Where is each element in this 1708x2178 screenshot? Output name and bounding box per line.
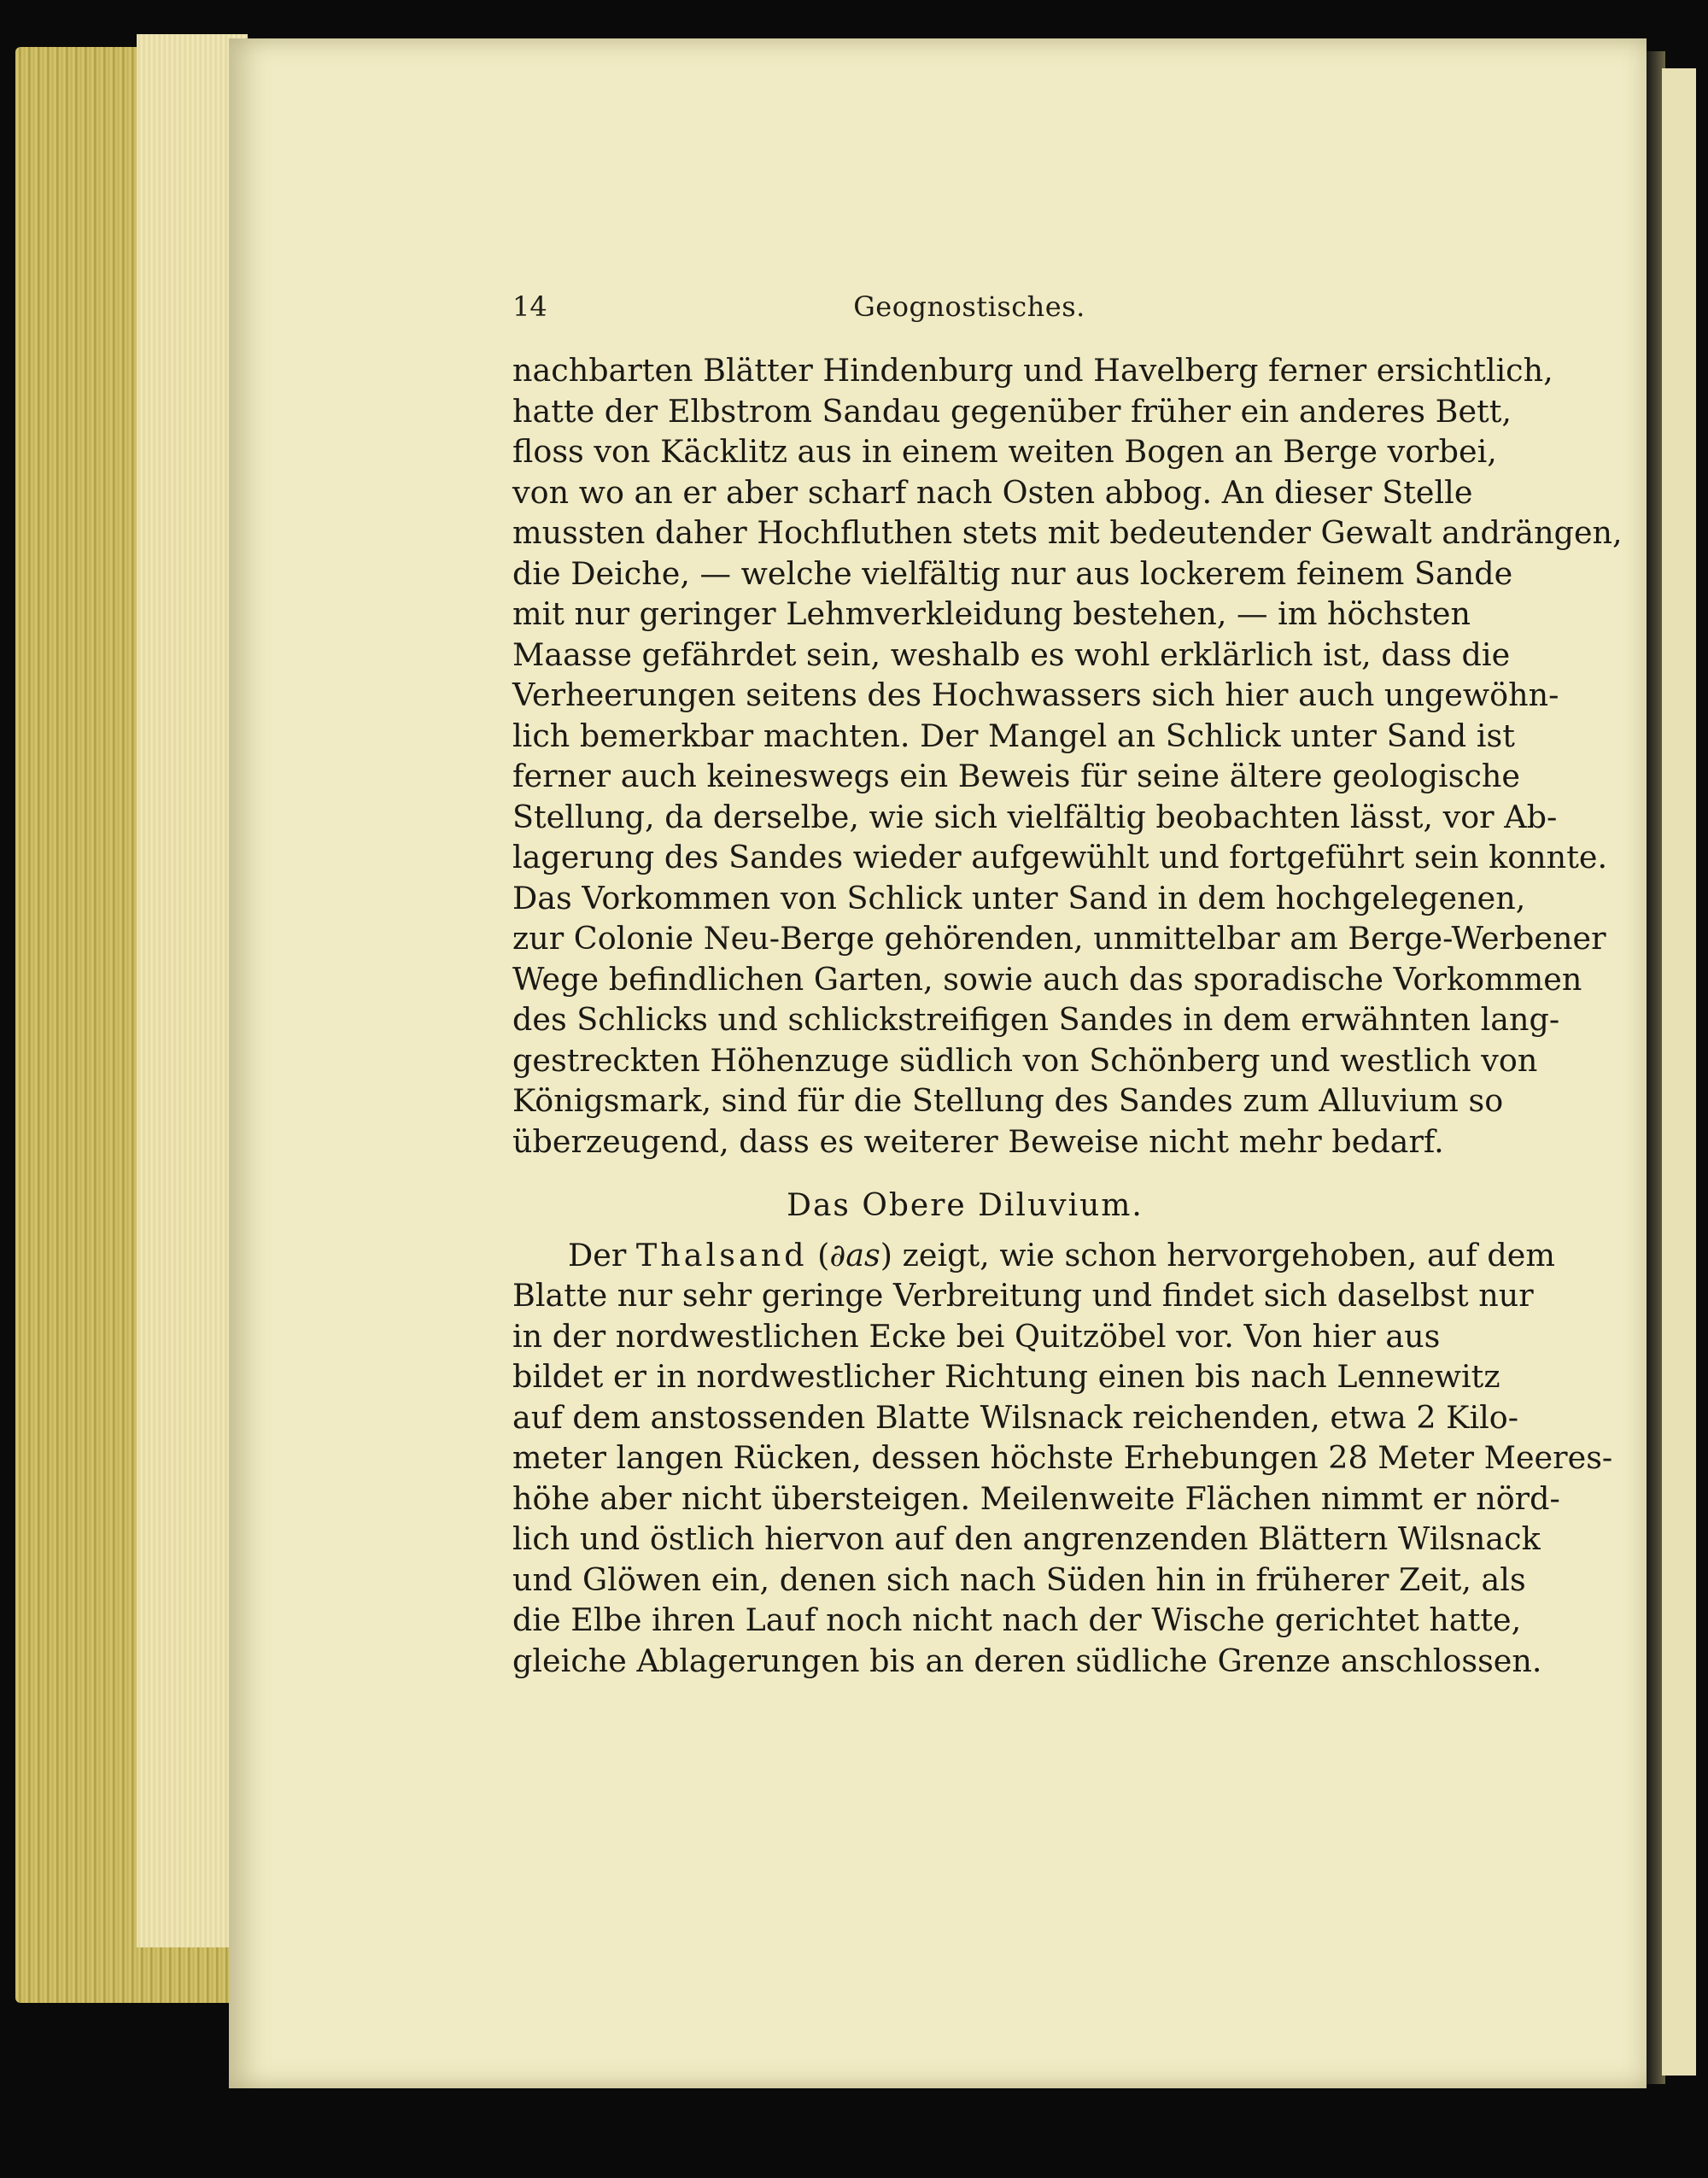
- text-line: mit nur geringer Lehmverkleidung bestehen, — im höchsten: [512, 595, 1471, 632]
- text-line: des Schlicks und schlickstreifigen Sandes in dem erwähnten lang-: [512, 1001, 1560, 1038]
- text-line: lich bemerkbar machten. Der Mangel an Schlick unter Sand ist: [512, 717, 1515, 754]
- text-line: gestreckten Höhenzuge südlich von Schönberg und westlich von: [512, 1041, 1538, 1079]
- running-header: [512, 290, 1426, 333]
- text-line: und Glöwen ein, denen sich nach Süden hin in früherer Zeit, als: [512, 1560, 1526, 1598]
- running-title: Geognostisches.: [853, 290, 1085, 323]
- text-line: gleiche Ablagerungen bis an deren südliche Grenze anschlossen.: [512, 1642, 1542, 1679]
- text-line: mussten daher Hochfluthen stets mit bedeutender Gewalt andrängen,: [512, 514, 1623, 551]
- text-line: die Deiche, — welche vielfältig nur aus lockerem feinem Sande: [512, 554, 1513, 592]
- text-line: hatte der Elbstrom Sandau gegenüber früher ein anderes Bett,: [512, 392, 1512, 430]
- text-line: höhe aber nicht übersteigen. Meilenweite Flächen nimmt er nörd-: [512, 1479, 1560, 1517]
- text-line: meter langen Rücken, dessen höchste Erhebungen 28 Meter Meeres-: [512, 1439, 1613, 1476]
- text-line: von wo an er aber scharf nach Osten abbog. An dieser Stelle: [512, 473, 1473, 511]
- text-line: bildet er in nordwestlicher Richtung einen bis nach Lennewitz: [512, 1358, 1500, 1395]
- line-prefix: Der: [568, 1236, 636, 1273]
- text-line: ferner auch keineswegs ein Beweis für seine ältere geologische: [512, 758, 1521, 794]
- text-line: lich und östlich hiervon auf den angrenzenden Blättern Wilsnack: [512, 1520, 1541, 1557]
- text-line: auf dem anstossenden Blatte Wilsnack reichenden, etwa 2 Kilo-: [512, 1398, 1519, 1436]
- text-line: Verheerungen seitens des Hochwassers sich hier auch ungewöhn-: [512, 676, 1559, 713]
- section-heading: Das Obere Diluvium.: [787, 1188, 1144, 1223]
- symbol-open: (: [807, 1236, 830, 1273]
- body-text: [512, 350, 1623, 1681]
- text-line: in der nordwestlichen Ecke bei Quitzöbel vor. Von hier aus: [512, 1317, 1441, 1355]
- text-line: floss von Käcklitz aus in einem weiten Bogen an Berge vorbei,: [512, 433, 1497, 470]
- text-line: nachbarten Blätter Hindenburg und Havelberg ferner ersichtlich,: [512, 352, 1553, 389]
- text-line: Blatte nur sehr geringe Verbreitung und findet sich daselbst nur: [512, 1277, 1534, 1314]
- text-line: Stellung, da derselbe, wie sich vielfältig beobachten lässt, vor Ab-: [512, 798, 1558, 835]
- text-line: [512, 1235, 1555, 1276]
- line-rest: ) zeigt, wie schon hervorgehoben, auf dem: [880, 1236, 1555, 1273]
- paragraph-1: [512, 350, 1623, 1162]
- text-line: Das Vorkommen von Schlick unter Sand in dem hochgelegenen,: [512, 879, 1526, 916]
- page-number: 14: [512, 290, 547, 323]
- text-line: die Elbe ihren Lauf noch nicht nach der Wische gerichtet hatte,: [512, 1601, 1522, 1638]
- text-line: Maasse gefährdet sein, weshalb es wohl erklärlich ist, dass die: [512, 635, 1511, 673]
- text-line: überzeugend, dass es weiterer Beweise nicht mehr bedarf.: [512, 1122, 1444, 1160]
- facing-page-edge: [1662, 68, 1696, 2076]
- term-thalsand: Thalsand: [635, 1236, 808, 1273]
- text-line: zur Colonie Neu-Berge gehörenden, unmittelbar am Berge-Werbener: [512, 920, 1606, 957]
- text-line: lagerung des Sandes wieder aufgewühlt und fortgeführt sein konnte.: [512, 839, 1608, 875]
- text-line: Wege befindlichen Garten, sowie auch das sporadische Vorkommen: [512, 960, 1582, 998]
- text-line: Königsmark, sind für die Stellung des Sandes zum Alluvium so: [512, 1082, 1504, 1119]
- paragraph-2: [512, 1235, 1613, 1682]
- map-symbol: ∂as: [829, 1236, 880, 1273]
